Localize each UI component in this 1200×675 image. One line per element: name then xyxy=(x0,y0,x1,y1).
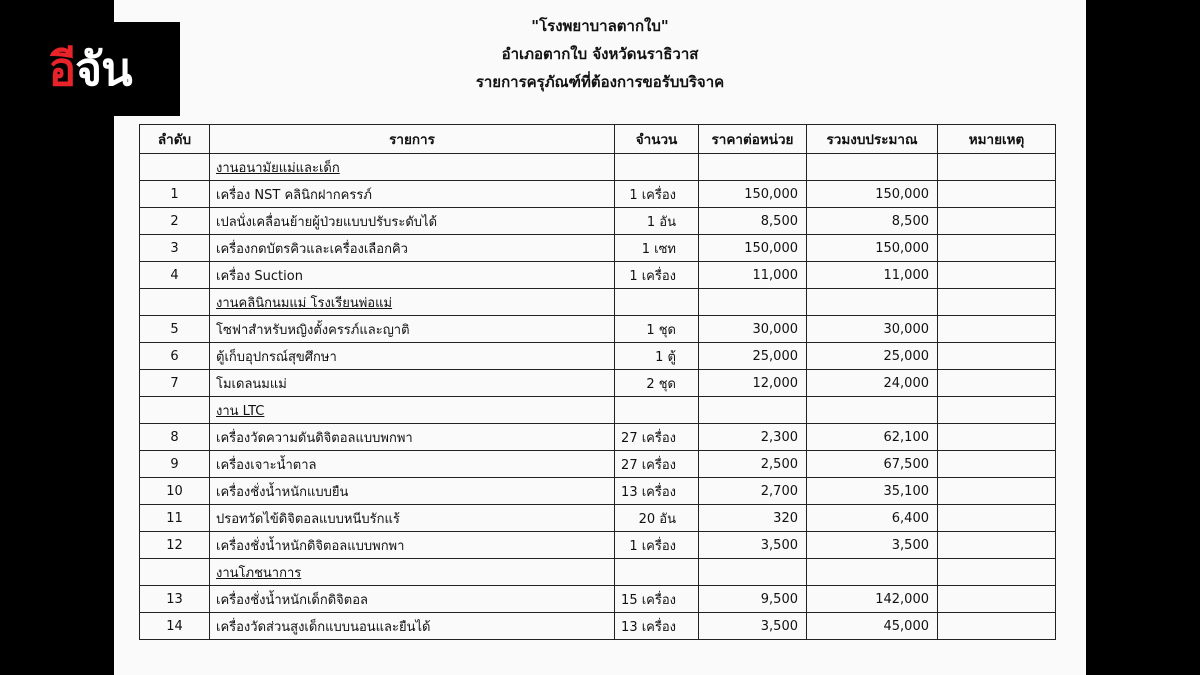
cell-order: 4 xyxy=(140,262,210,289)
cell-order: 11 xyxy=(140,505,210,532)
section-title: งานโภชนาการ xyxy=(216,565,302,581)
table-row xyxy=(140,208,1056,235)
cell-order: 8 xyxy=(140,424,210,451)
cell-quantity: 13 เครื่อง xyxy=(615,478,699,505)
document-subtitle: รายการครุภัณฑ์ที่ต้องการขอรับบริจาค xyxy=(475,73,725,91)
cell-order: 12 xyxy=(140,532,210,559)
cell-remarks xyxy=(938,181,1056,208)
cell-quantity: 1 ชุด xyxy=(615,316,699,343)
cell-remarks xyxy=(938,586,1056,613)
cell-quantity: 1 เครื่อง xyxy=(615,181,699,208)
cell-unit-price: 320 xyxy=(699,505,807,532)
cell-unit-price: 2,700 xyxy=(699,478,807,505)
cell-total: 35,100 xyxy=(807,478,938,505)
cell-quantity: 1 เครื่อง xyxy=(615,262,699,289)
section-title-cell xyxy=(210,154,615,181)
cell-item: เครื่องชั่งน้ำหนักแบบยืน xyxy=(210,478,615,505)
cell-total: 45,000 xyxy=(807,613,938,640)
cell-quantity xyxy=(615,289,699,316)
cell-quantity: 1 อัน xyxy=(615,208,699,235)
section-title: งาน LTC xyxy=(216,403,265,419)
cell-total: 30,000 xyxy=(807,316,938,343)
cell-item: เครื่อง NST คลินิกฝากครรภ์ xyxy=(210,181,615,208)
table-body xyxy=(140,154,1056,640)
col-header-order: ลำดับ xyxy=(140,125,210,154)
table-row xyxy=(140,451,1056,478)
cell-order xyxy=(140,289,210,316)
cell-total: 24,000 xyxy=(807,370,938,397)
cell-remarks xyxy=(938,208,1056,235)
col-header-quantity: จำนวน xyxy=(615,125,699,154)
cell-remarks xyxy=(938,613,1056,640)
table-row xyxy=(140,316,1056,343)
cell-remarks xyxy=(938,532,1056,559)
section-title-cell xyxy=(210,289,615,316)
cell-unit-price: 150,000 xyxy=(699,181,807,208)
cell-order: 9 xyxy=(140,451,210,478)
document-title: "โรงพยาบาลตากใบ" xyxy=(531,17,669,35)
cell-order: 2 xyxy=(140,208,210,235)
cell-remarks xyxy=(938,451,1056,478)
cell-order: 10 xyxy=(140,478,210,505)
cell-unit-price: 3,500 xyxy=(699,532,807,559)
cell-total: 11,000 xyxy=(807,262,938,289)
cell-order: 6 xyxy=(140,343,210,370)
cell-quantity: 1 เครื่อง xyxy=(615,532,699,559)
cell-unit-price: 2,300 xyxy=(699,424,807,451)
section-title: งานอนามัยแม่และเด็ก xyxy=(216,160,340,176)
cell-item: โมเดลนมแม่ xyxy=(210,370,615,397)
cell-total xyxy=(807,559,938,586)
cell-unit-price xyxy=(699,559,807,586)
cell-order xyxy=(140,397,210,424)
cell-item: ปรอทวัดไข้ดิจิตอลแบบหนีบรักแร้ xyxy=(210,505,615,532)
cell-item: ตู้เก็บอุปกรณ์สุขศึกษา xyxy=(210,343,615,370)
cell-item: เครื่องชั่งน้ำหนักเด็กดิจิตอล xyxy=(210,586,615,613)
cell-remarks xyxy=(938,316,1056,343)
cell-unit-price xyxy=(699,397,807,424)
section-title: งานคลินิกนมแม่ โรงเรียนพ่อแม่ xyxy=(216,295,393,311)
cell-quantity: 20 อัน xyxy=(615,505,699,532)
logo-text-part2: จัน xyxy=(75,42,132,96)
table-row xyxy=(140,262,1056,289)
cell-unit-price: 11,000 xyxy=(699,262,807,289)
cell-item: เปลนั่งเคลื่อนย้ายผู้ป่วยแบบปรับระดับได้ xyxy=(210,208,615,235)
cell-total: 150,000 xyxy=(807,235,938,262)
table-row xyxy=(140,613,1056,640)
brand-logo xyxy=(0,22,180,116)
cell-total: 25,000 xyxy=(807,343,938,370)
table-row xyxy=(140,586,1056,613)
cell-quantity: 13 เครื่อง xyxy=(615,613,699,640)
col-header-item: รายการ xyxy=(210,125,615,154)
cell-unit-price: 150,000 xyxy=(699,235,807,262)
table-row xyxy=(140,370,1056,397)
table-row xyxy=(140,235,1056,262)
donation-items-table xyxy=(139,124,1056,640)
section-row xyxy=(140,397,1056,424)
cell-unit-price: 30,000 xyxy=(699,316,807,343)
document-page xyxy=(114,0,1086,675)
cell-unit-price: 2,500 xyxy=(699,451,807,478)
cell-total xyxy=(807,289,938,316)
col-header-total-budget: รวมงบประมาณ xyxy=(807,125,938,154)
cell-order xyxy=(140,154,210,181)
cell-unit-price: 8,500 xyxy=(699,208,807,235)
cell-unit-price: 3,500 xyxy=(699,613,807,640)
cell-unit-price xyxy=(699,154,807,181)
cell-remarks xyxy=(938,370,1056,397)
cell-quantity: 15 เครื่อง xyxy=(615,586,699,613)
cell-quantity: 1 เซท xyxy=(615,235,699,262)
cell-remarks xyxy=(938,289,1056,316)
cell-item: เครื่องเจาะน้ำตาล xyxy=(210,451,615,478)
cell-total: 6,400 xyxy=(807,505,938,532)
cell-total: 67,500 xyxy=(807,451,938,478)
cell-total: 3,500 xyxy=(807,532,938,559)
cell-remarks xyxy=(938,397,1056,424)
table-row xyxy=(140,343,1056,370)
cell-remarks xyxy=(938,235,1056,262)
cell-order: 1 xyxy=(140,181,210,208)
cell-total xyxy=(807,397,938,424)
cell-order: 13 xyxy=(140,586,210,613)
cell-quantity xyxy=(615,559,699,586)
col-header-unit-price: ราคาต่อหน่วย xyxy=(699,125,807,154)
cell-quantity: 27 เครื่อง xyxy=(615,451,699,478)
cell-item: เครื่องวัดส่วนสูงเด็กแบบนอนและยืนได้ xyxy=(210,613,615,640)
logo-text-part1: อี xyxy=(48,42,76,96)
cell-remarks xyxy=(938,478,1056,505)
document-district: อำเภอตากใบ จังหวัดนราธิวาส xyxy=(501,45,699,63)
cell-unit-price xyxy=(699,289,807,316)
table-header-row xyxy=(140,125,1056,154)
table-row xyxy=(140,478,1056,505)
cell-remarks xyxy=(938,424,1056,451)
cell-total xyxy=(807,154,938,181)
cell-order: 7 xyxy=(140,370,210,397)
cell-item: เครื่องกดบัตรคิวและเครื่องเลือกคิว xyxy=(210,235,615,262)
table-row xyxy=(140,181,1056,208)
cell-remarks xyxy=(938,154,1056,181)
cell-total: 142,000 xyxy=(807,586,938,613)
col-header-remarks: หมายเหตุ xyxy=(938,125,1056,154)
cell-remarks xyxy=(938,343,1056,370)
cell-unit-price: 25,000 xyxy=(699,343,807,370)
cell-unit-price: 9,500 xyxy=(699,586,807,613)
cell-quantity: 1 ตู้ xyxy=(615,343,699,370)
cell-unit-price: 12,000 xyxy=(699,370,807,397)
cell-order: 14 xyxy=(140,613,210,640)
cell-quantity: 27 เครื่อง xyxy=(615,424,699,451)
cell-total: 62,100 xyxy=(807,424,938,451)
cell-item: เครื่องวัดความดันดิจิตอลแบบพกพา xyxy=(210,424,615,451)
section-title-cell xyxy=(210,397,615,424)
cell-order xyxy=(140,559,210,586)
table-row xyxy=(140,532,1056,559)
cell-item: เครื่องชั่งน้ำหนักดิจิตอลแบบพกพา xyxy=(210,532,615,559)
cell-order: 3 xyxy=(140,235,210,262)
cell-item: โซฟาสำหรับหญิงตั้งครรภ์และญาติ xyxy=(210,316,615,343)
section-title-cell xyxy=(210,559,615,586)
table-row xyxy=(140,424,1056,451)
cell-remarks xyxy=(938,262,1056,289)
cell-remarks xyxy=(938,559,1056,586)
cell-quantity: 2 ชุด xyxy=(615,370,699,397)
section-row xyxy=(140,154,1056,181)
cell-quantity xyxy=(615,397,699,424)
table-row xyxy=(140,505,1056,532)
cell-total: 8,500 xyxy=(807,208,938,235)
cell-order: 5 xyxy=(140,316,210,343)
cell-item: เครื่อง Suction xyxy=(210,262,615,289)
cell-total: 150,000 xyxy=(807,181,938,208)
cell-quantity xyxy=(615,154,699,181)
section-row xyxy=(140,559,1056,586)
cell-remarks xyxy=(938,505,1056,532)
section-row xyxy=(140,289,1056,316)
